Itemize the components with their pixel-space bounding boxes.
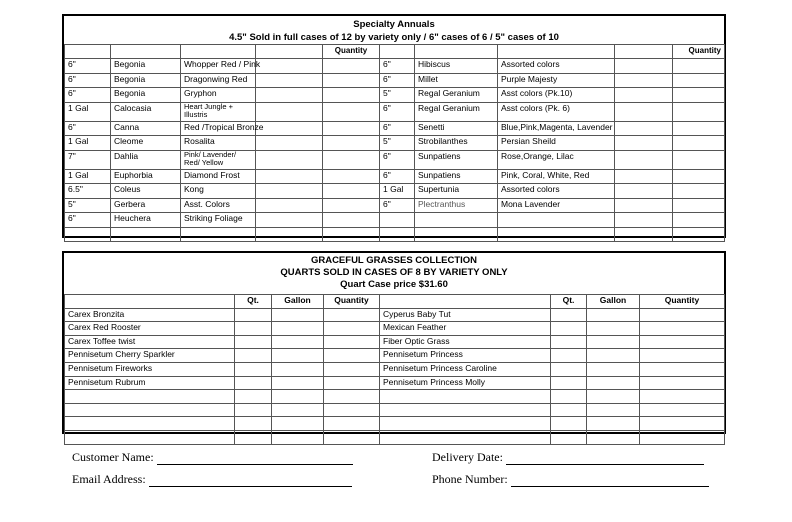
blank-cell	[615, 121, 673, 136]
annual-row	[65, 169, 725, 184]
grasses-table	[64, 294, 725, 445]
pot-size: 6"	[380, 59, 415, 74]
quantity-header-right: Quantity	[673, 45, 725, 59]
grass-row	[65, 376, 725, 390]
qt-input[interactable]	[551, 390, 587, 404]
blank-cell	[256, 121, 323, 136]
plant-name: Millet	[415, 73, 498, 88]
plant-variety: Whopper Red / Pink	[181, 59, 256, 74]
quantity-input[interactable]	[323, 227, 380, 242]
blank-cell	[615, 150, 673, 169]
quantity-input[interactable]	[673, 213, 725, 228]
pot-size: 6.5"	[65, 184, 111, 199]
gallon-input[interactable]	[587, 335, 640, 349]
quantity-input[interactable]	[323, 213, 380, 228]
delivery-date-field[interactable]	[432, 450, 704, 465]
qt-input[interactable]	[235, 417, 272, 431]
plant-name	[415, 213, 498, 228]
grass-name	[65, 417, 235, 431]
grass-row	[65, 362, 725, 376]
plant-variety: Rose,Orange, Lilac	[498, 150, 615, 169]
pot-size: 5"	[380, 136, 415, 151]
blank-cell	[615, 73, 673, 88]
gallon-input[interactable]	[272, 403, 324, 417]
grass-name	[380, 390, 551, 404]
blank-cell	[256, 184, 323, 199]
qt-input[interactable]	[551, 335, 587, 349]
qt-input[interactable]	[235, 376, 272, 390]
blank-cell	[615, 227, 673, 242]
grass-name: Pennisetum Princess	[380, 349, 551, 363]
pot-size: 7"	[65, 150, 111, 169]
plant-name: Supertunia	[415, 184, 498, 199]
grass-name: Mexican Feather	[380, 322, 551, 336]
quantity-input[interactable]	[640, 362, 725, 376]
grass-row	[65, 308, 725, 322]
quantity-input[interactable]	[673, 102, 725, 121]
annual-row	[65, 59, 725, 74]
annuals-table	[64, 44, 725, 242]
gallon-input[interactable]	[272, 417, 324, 431]
blank-cell	[615, 102, 673, 121]
blank-cell	[256, 150, 323, 169]
plant-variety	[498, 227, 615, 242]
phone-number-line[interactable]	[511, 474, 709, 487]
gallon-input[interactable]	[587, 308, 640, 322]
gallon-input[interactable]	[587, 403, 640, 417]
quantity-input[interactable]	[323, 59, 380, 74]
quantity-input[interactable]	[673, 169, 725, 184]
grass-row	[65, 322, 725, 336]
plant-name: Senetti	[415, 121, 498, 136]
quantity-input[interactable]	[323, 88, 380, 103]
plant-variety: Red /Tropical Bronze	[181, 121, 256, 136]
email-address-label: Email Address:	[72, 472, 146, 486]
grass-name: Carex Red Rooster	[65, 322, 235, 336]
plant-variety: Asst. Colors	[181, 198, 256, 213]
qt-input[interactable]	[235, 349, 272, 363]
plant-variety: Gryphon	[181, 88, 256, 103]
pot-size: 1 Gal	[380, 184, 415, 199]
quantity-header-left: Quantity	[323, 45, 380, 59]
blank-cell	[256, 136, 323, 151]
annual-row	[65, 213, 725, 228]
annuals-header-row	[65, 45, 725, 59]
grass-name: Fiber Optic Grass	[380, 335, 551, 349]
grasses-title: GRACEFUL GRASSES COLLECTION	[310, 255, 478, 266]
qt-input[interactable]	[551, 362, 587, 376]
plant-name: Hibiscus	[415, 59, 498, 74]
annual-row	[65, 150, 725, 169]
pot-size	[380, 227, 415, 242]
annual-row	[65, 121, 725, 136]
grasses-price: Quart Case price $31.60	[340, 279, 448, 290]
quantity-input[interactable]	[640, 308, 725, 322]
plant-variety: Assorted colors	[498, 59, 615, 74]
plant-variety: Purple Majesty	[498, 73, 615, 88]
blank-cell	[256, 198, 323, 213]
plant-variety: Asst colors (Pk. 6)	[498, 102, 615, 121]
plant-name: Coleus	[111, 184, 181, 199]
quantity-input[interactable]	[323, 169, 380, 184]
annual-row	[65, 88, 725, 103]
pot-size: 6"	[380, 102, 415, 121]
plant-name: Cleome	[111, 136, 181, 151]
plant-name: Plectranthus	[415, 198, 498, 213]
qt-input[interactable]	[551, 376, 587, 390]
gallon-input[interactable]	[587, 362, 640, 376]
grass-row	[65, 403, 725, 417]
gallon-input[interactable]	[587, 390, 640, 404]
plant-variety: Striking Foliage	[181, 213, 256, 228]
plant-variety: Rosalita	[181, 136, 256, 151]
gallon-input[interactable]	[587, 417, 640, 431]
pot-size	[380, 213, 415, 228]
qt-header-right: Qt.	[551, 295, 587, 309]
quantity-input[interactable]	[640, 390, 725, 404]
quantity-input[interactable]	[673, 88, 725, 103]
quantity-input[interactable]	[673, 136, 725, 151]
plant-variety: Dragonwing Red	[181, 73, 256, 88]
grass-name: Pennisetum Cherry Sparkler	[65, 349, 235, 363]
quantity-input[interactable]	[673, 198, 725, 213]
plant-name	[415, 227, 498, 242]
customer-name-field[interactable]	[72, 450, 353, 465]
qt-input[interactable]	[551, 322, 587, 336]
plant-variety: Assorted colors	[498, 184, 615, 199]
quantity-input[interactable]	[324, 430, 380, 444]
qt-header-left: Qt.	[235, 295, 272, 309]
pot-size: 6"	[380, 198, 415, 213]
gallon-input[interactable]	[587, 430, 640, 444]
blank-cell	[615, 213, 673, 228]
plant-name: Euphorbia	[111, 169, 181, 184]
grass-name: Pennisetum Rubrum	[65, 376, 235, 390]
plant-name: Gerbera	[111, 198, 181, 213]
pot-size: 6"	[65, 88, 111, 103]
grass-name	[380, 403, 551, 417]
quantity-input[interactable]	[673, 73, 725, 88]
pot-size: 5"	[380, 88, 415, 103]
quantity-input[interactable]	[323, 198, 380, 213]
plant-variety: Asst colors (Pk.10)	[498, 88, 615, 103]
annual-row	[65, 136, 725, 151]
blank-cell	[256, 102, 323, 121]
grass-name: Pennisetum Princess Molly	[380, 376, 551, 390]
quantity-input[interactable]	[324, 335, 380, 349]
plant-variety: Pink, Coral, White, Red	[498, 169, 615, 184]
pot-size: 6"	[380, 73, 415, 88]
plant-variety: Heart Jungle + Illustris	[181, 102, 256, 121]
gallon-input[interactable]	[587, 376, 640, 390]
plant-variety	[498, 213, 615, 228]
quantity-input[interactable]	[673, 227, 725, 242]
gallon-input[interactable]	[272, 362, 324, 376]
plant-variety: Mona Lavender	[498, 198, 615, 213]
plant-variety: Blue,Pink,Magenta, Lavender	[498, 121, 615, 136]
quantity-input[interactable]	[640, 335, 725, 349]
customer-name-line[interactable]	[157, 452, 353, 465]
plant-name: Sunpatiens	[415, 169, 498, 184]
qt-input[interactable]	[235, 430, 272, 444]
gallon-input[interactable]	[587, 349, 640, 363]
plant-name	[111, 227, 181, 242]
grass-name	[65, 390, 235, 404]
plant-name: Canna	[111, 121, 181, 136]
pot-size: 1 Gal	[65, 136, 111, 151]
quantity-input[interactable]	[324, 403, 380, 417]
gallon-input[interactable]	[272, 376, 324, 390]
blank-cell	[256, 59, 323, 74]
quantity-input[interactable]	[324, 349, 380, 363]
grasses-header-row	[65, 295, 725, 309]
quantity-input[interactable]	[324, 322, 380, 336]
pot-size: 5"	[65, 198, 111, 213]
gallon-input[interactable]	[272, 322, 324, 336]
quantity-input[interactable]	[323, 73, 380, 88]
pot-size: 6"	[380, 150, 415, 169]
plant-name: Regal Geranium	[415, 102, 498, 121]
gallon-input[interactable]	[272, 335, 324, 349]
blank-cell	[615, 198, 673, 213]
qt-input[interactable]	[235, 308, 272, 322]
quantity-input[interactable]	[640, 322, 725, 336]
annual-row	[65, 227, 725, 242]
qt-input[interactable]	[551, 430, 587, 444]
gallon-input[interactable]	[587, 322, 640, 336]
blank-cell	[256, 169, 323, 184]
gallon-input[interactable]	[272, 430, 324, 444]
quantity-input[interactable]	[324, 417, 380, 431]
plant-name: Calocasia	[111, 102, 181, 121]
qt-input[interactable]	[551, 403, 587, 417]
plant-name: Begonia	[111, 59, 181, 74]
quantity-input[interactable]	[323, 121, 380, 136]
grass-row	[65, 390, 725, 404]
pot-size: 1 Gal	[65, 102, 111, 121]
blank-cell	[256, 73, 323, 88]
quantity-input[interactable]	[324, 308, 380, 322]
qt-input[interactable]	[235, 362, 272, 376]
grass-row	[65, 417, 725, 431]
grass-name: Pennisetum Princess Caroline	[380, 362, 551, 376]
qt-input[interactable]	[235, 335, 272, 349]
pot-size: 6"	[65, 213, 111, 228]
qt-input[interactable]	[551, 308, 587, 322]
plant-name: Heuchera	[111, 213, 181, 228]
annual-row	[65, 102, 725, 121]
pot-size: 6"	[65, 121, 111, 136]
qt-input[interactable]	[551, 349, 587, 363]
plant-name: Begonia	[111, 73, 181, 88]
blank-cell	[256, 213, 323, 228]
blank-cell	[615, 169, 673, 184]
plant-name: Begonia	[111, 88, 181, 103]
grass-name	[65, 403, 235, 417]
quantity-input[interactable]	[673, 121, 725, 136]
plant-variety: Pink/ Lavender/ Red/ Yellow	[181, 150, 256, 169]
gallon-input[interactable]	[272, 308, 324, 322]
grass-name: Pennisetum Fireworks	[65, 362, 235, 376]
blank-cell	[615, 136, 673, 151]
grass-name	[380, 430, 551, 444]
quantity-input[interactable]	[324, 376, 380, 390]
quantity-input[interactable]	[324, 362, 380, 376]
email-address-field[interactable]	[72, 472, 352, 487]
plant-name: Regal Geranium	[415, 88, 498, 103]
quantity-input[interactable]	[673, 59, 725, 74]
quantity-input[interactable]	[640, 403, 725, 417]
grass-name: Carex Bronzita	[65, 308, 235, 322]
grass-row	[65, 349, 725, 363]
plant-name: Dahlia	[111, 150, 181, 169]
plant-variety: Kong	[181, 184, 256, 199]
pot-size: 6"	[65, 73, 111, 88]
grass-name	[380, 417, 551, 431]
plant-name: Strobilanthes	[415, 136, 498, 151]
qt-input[interactable]	[551, 417, 587, 431]
grass-row	[65, 335, 725, 349]
grass-name: Carex Toffee twist	[65, 335, 235, 349]
grass-name: Cyperus Baby Tut	[380, 308, 551, 322]
delivery-date-label: Delivery Date:	[432, 450, 503, 464]
plant-variety: Diamond Frost	[181, 169, 256, 184]
pot-size: 6"	[65, 59, 111, 74]
customer-name-label: Customer Name:	[72, 450, 154, 464]
email-address-line[interactable]	[149, 474, 352, 487]
qt-input[interactable]	[235, 322, 272, 336]
quantity-input[interactable]	[323, 150, 380, 169]
quantity-input[interactable]	[673, 184, 725, 199]
gallon-header-left: Gallon	[272, 295, 324, 309]
quantity-header-left: Quantity	[324, 295, 380, 309]
quantity-input[interactable]	[673, 150, 725, 169]
gallon-input[interactable]	[272, 349, 324, 363]
quantity-input[interactable]	[323, 184, 380, 199]
quantity-input[interactable]	[324, 390, 380, 404]
blank-cell	[256, 88, 323, 103]
phone-number-label: Phone Number:	[432, 472, 508, 486]
annuals-title: Specialty Annuals	[353, 19, 435, 30]
phone-number-field[interactable]	[432, 472, 709, 487]
annual-row	[65, 184, 725, 199]
quantity-input[interactable]	[323, 102, 380, 121]
pot-size: 1 Gal	[65, 169, 111, 184]
pot-size	[65, 227, 111, 242]
qt-input[interactable]	[235, 390, 272, 404]
delivery-date-line[interactable]	[506, 452, 704, 465]
quantity-header-right: Quantity	[640, 295, 725, 309]
plant-variety	[181, 227, 256, 242]
grasses-subtitle: QUARTS SOLD IN CASES OF 8 BY VARIETY ONLY	[280, 267, 508, 278]
grass-name	[65, 430, 235, 444]
blank-cell	[615, 88, 673, 103]
quantity-input[interactable]	[323, 136, 380, 151]
pot-size: 6"	[380, 121, 415, 136]
gallon-header-right: Gallon	[587, 295, 640, 309]
annual-row	[65, 73, 725, 88]
blank-cell	[615, 59, 673, 74]
plant-variety: Persian Sheild	[498, 136, 615, 151]
gallon-input[interactable]	[272, 390, 324, 404]
annual-row	[65, 198, 725, 213]
annuals-subtitle: 4.5" Sold in full cases of 12 by variety only / 6" cases of 6 / 5" cases of 10	[229, 32, 559, 43]
quantity-input[interactable]	[640, 417, 725, 431]
blank-cell	[256, 227, 323, 242]
pot-size: 6"	[380, 169, 415, 184]
plant-name: Sunpatiens	[415, 150, 498, 169]
qt-input[interactable]	[235, 403, 272, 417]
quantity-input[interactable]	[640, 349, 725, 363]
quantity-input[interactable]	[640, 430, 725, 444]
quantity-input[interactable]	[640, 376, 725, 390]
blank-cell	[615, 184, 673, 199]
grass-row	[65, 430, 725, 444]
